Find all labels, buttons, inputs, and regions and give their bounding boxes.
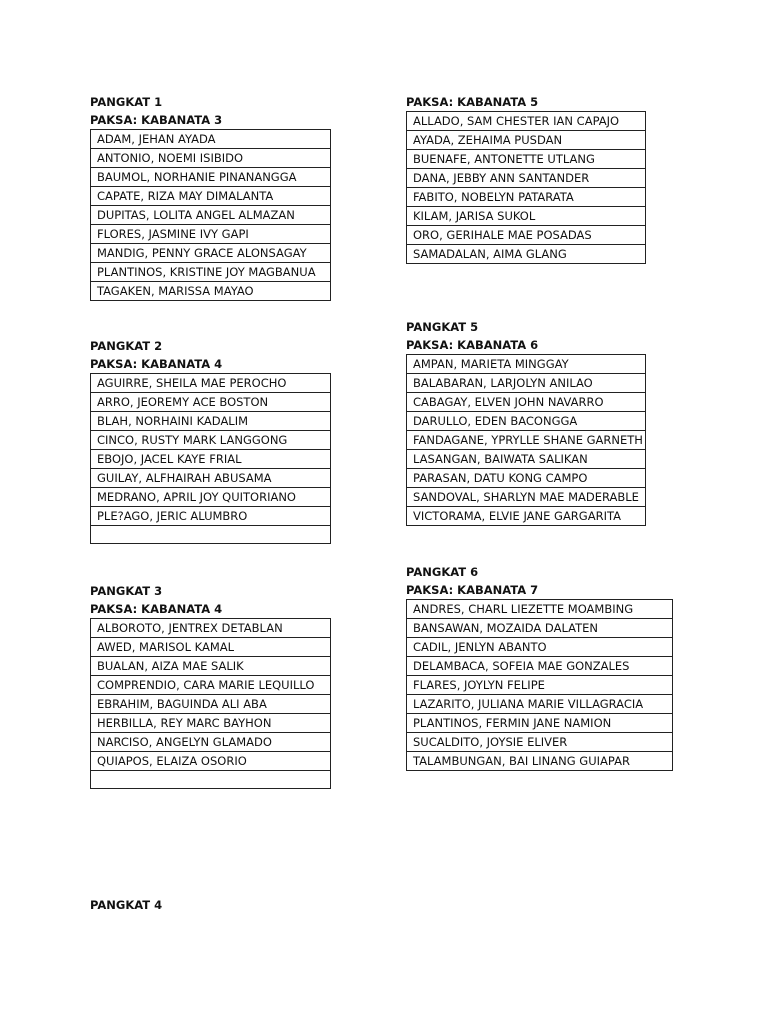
member-name-cell: SANDOVAL, SHARLYN MAE MADERABLE	[407, 488, 646, 507]
table-row	[91, 282, 331, 301]
table-row	[91, 431, 331, 450]
group-kabanata-5	[406, 93, 646, 264]
table-row	[407, 752, 673, 771]
member-table	[406, 111, 646, 264]
table-row	[91, 526, 331, 544]
topic-heading: PAKSA: KABANATA 6	[406, 338, 539, 352]
member-name-cell: ADAM, JEHAN AYADA	[91, 130, 331, 149]
topic-heading: PAKSA: KABANATA 3	[90, 113, 223, 127]
member-table	[90, 373, 331, 544]
table-row	[407, 150, 646, 169]
table-row	[91, 695, 331, 714]
member-name-cell: DANA, JEBBY ANN SANTANDER	[407, 169, 646, 188]
table-row	[91, 619, 331, 638]
table-row	[407, 695, 673, 714]
table-row	[407, 507, 646, 526]
member-name-cell: DARULLO, EDEN BACONGGA	[407, 412, 646, 431]
table-row	[407, 469, 646, 488]
table-row	[407, 207, 646, 226]
member-name-cell: FLARES, JOYLYN FELIPE	[407, 676, 673, 695]
table-row	[407, 412, 646, 431]
table-row	[407, 714, 673, 733]
topic-heading: PAKSA: KABANATA 4	[90, 357, 223, 371]
table-row	[407, 431, 646, 450]
table-row	[91, 714, 331, 733]
table-row	[407, 169, 646, 188]
table-row	[91, 450, 331, 469]
group-heading: PANGKAT 6	[406, 565, 479, 579]
table-row	[91, 225, 331, 244]
group-heading: PANGKAT 3	[90, 584, 163, 598]
table-row	[91, 374, 331, 393]
topic-heading: PAKSA: KABANATA 7	[406, 583, 539, 597]
member-name-cell: MANDIG, PENNY GRACE ALONSAGAY	[91, 244, 331, 263]
member-name-cell	[91, 526, 331, 544]
member-name-cell: CABAGAY, ELVEN JOHN NAVARRO	[407, 393, 646, 412]
table-row	[407, 355, 646, 374]
table-row	[91, 638, 331, 657]
member-name-cell: DELAMBACA, SOFEIA MAE GONZALES	[407, 657, 673, 676]
table-row	[91, 469, 331, 488]
table-row	[407, 600, 673, 619]
table-row	[407, 245, 646, 264]
member-table	[90, 618, 331, 789]
member-name-cell: VICTORAMA, ELVIE JANE GARGARITA	[407, 507, 646, 526]
member-name-cell: AMPAN, MARIETA MINGGAY	[407, 355, 646, 374]
table-row	[407, 226, 646, 245]
group-heading: PANGKAT 2	[90, 339, 163, 353]
group-pangkat-4	[90, 896, 162, 914]
table-row	[407, 676, 673, 695]
table-row	[91, 206, 331, 225]
table-row	[407, 638, 673, 657]
member-name-cell: ALBOROTO, JENTREX DETABLAN	[91, 619, 331, 638]
member-name-cell: NARCISO, ANGELYN GLAMADO	[91, 733, 331, 752]
member-name-cell: AWED, MARISOL KAMAL	[91, 638, 331, 657]
table-row	[91, 149, 331, 168]
member-name-cell: BALABARAN, LARJOLYN ANILAO	[407, 374, 646, 393]
member-name-cell: QUIAPOS, ELAIZA OSORIO	[91, 752, 331, 771]
table-row	[91, 130, 331, 149]
member-name-cell: BUALAN, AIZA MAE SALIK	[91, 657, 331, 676]
member-name-cell: LAZARITO, JULIANA MARIE VILLAGRACIA	[407, 695, 673, 714]
member-name-cell: ANTONIO, NOEMI ISIBIDO	[91, 149, 331, 168]
table-row	[91, 676, 331, 695]
member-name-cell: PARASAN, DATU KONG CAMPO	[407, 469, 646, 488]
topic-heading: PAKSA: KABANATA 5	[406, 95, 539, 109]
table-row	[407, 488, 646, 507]
member-name-cell: SUCALDITO, JOYSIE ELIVER	[407, 733, 673, 752]
member-name-cell: TALAMBUNGAN, BAI LINANG GUIAPAR	[407, 752, 673, 771]
table-row	[91, 733, 331, 752]
member-name-cell: PLANTINOS, FERMIN JANE NAMION	[407, 714, 673, 733]
table-row	[91, 244, 331, 263]
member-name-cell: ARRO, JEOREMY ACE BOSTON	[91, 393, 331, 412]
table-row	[407, 188, 646, 207]
member-name-cell: CINCO, RUSTY MARK LANGGONG	[91, 431, 331, 450]
group-heading: PANGKAT 4	[90, 898, 163, 912]
table-row	[91, 657, 331, 676]
member-name-cell: EBOJO, JACEL KAYE FRIAL	[91, 450, 331, 469]
group-pangkat-3	[90, 582, 331, 789]
table-row	[407, 657, 673, 676]
member-name-cell: MEDRANO, APRIL JOY QUITORIANO	[91, 488, 331, 507]
table-row	[91, 507, 331, 526]
member-name-cell: HERBILLA, REY MARC BAYHON	[91, 714, 331, 733]
member-name-cell: TAGAKEN, MARISSA MAYAO	[91, 282, 331, 301]
member-name-cell: ALLADO, SAM CHESTER IAN CAPAJO	[407, 112, 646, 131]
table-row	[91, 771, 331, 789]
member-name-cell: ORO, GERIHALE MAE POSADAS	[407, 226, 646, 245]
table-row	[407, 733, 673, 752]
member-name-cell: SAMADALAN, AIMA GLANG	[407, 245, 646, 264]
table-row	[91, 412, 331, 431]
member-name-cell: PLE?AGO, JERIC ALUMBRO	[91, 507, 331, 526]
group-pangkat-2	[90, 337, 331, 544]
group-pangkat-6	[406, 563, 673, 771]
member-name-cell	[91, 771, 331, 789]
table-row	[407, 393, 646, 412]
group-pangkat-1	[90, 93, 331, 301]
table-row	[407, 112, 646, 131]
member-name-cell: EBRAHIM, BAGUINDA ALI ABA	[91, 695, 331, 714]
group-heading: PANGKAT 1	[90, 95, 163, 109]
member-name-cell: FANDAGANE, YPRYLLE SHANE GARNETH	[407, 431, 646, 450]
table-row	[91, 168, 331, 187]
table-row	[91, 393, 331, 412]
member-name-cell: AGUIRRE, SHEILA MAE PEROCHO	[91, 374, 331, 393]
topic-heading: PAKSA: KABANATA 4	[90, 602, 223, 616]
member-name-cell: BLAH, NORHAINI KADALIM	[91, 412, 331, 431]
member-name-cell: BUENAFE, ANTONETTE UTLANG	[407, 150, 646, 169]
table-row	[407, 619, 673, 638]
member-table	[406, 354, 646, 526]
table-row	[407, 374, 646, 393]
member-name-cell: COMPRENDIO, CARA MARIE LEQUILLO	[91, 676, 331, 695]
member-table	[406, 599, 673, 771]
table-row	[91, 263, 331, 282]
table-row	[407, 450, 646, 469]
table-row	[91, 187, 331, 206]
table-row	[407, 131, 646, 150]
member-name-cell: LASANGAN, BAIWATA SALIKAN	[407, 450, 646, 469]
member-name-cell: BANSAWAN, MOZAIDA DALATEN	[407, 619, 673, 638]
member-name-cell: DUPITAS, LOLITA ANGEL ALMAZAN	[91, 206, 331, 225]
member-name-cell: CAPATE, RIZA MAY DIMALANTA	[91, 187, 331, 206]
member-name-cell: PLANTINOS, KRISTINE JOY MAGBANUA	[91, 263, 331, 282]
member-name-cell: GUILAY, ALFHAIRAH ABUSAMA	[91, 469, 331, 488]
member-name-cell: ANDRES, CHARL LIEZETTE MOAMBING	[407, 600, 673, 619]
member-name-cell: FABITO, NOBELYN PATARATA	[407, 188, 646, 207]
member-name-cell: BAUMOL, NORHANIE PINANANGGA	[91, 168, 331, 187]
member-name-cell: FLORES, JASMINE IVY GAPI	[91, 225, 331, 244]
group-heading: PANGKAT 5	[406, 320, 479, 334]
member-name-cell: AYADA, ZEHAIMA PUSDAN	[407, 131, 646, 150]
table-row	[91, 752, 331, 771]
member-name-cell: CADIL, JENLYN ABANTO	[407, 638, 673, 657]
group-pangkat-5	[406, 318, 646, 526]
table-row	[91, 488, 331, 507]
member-name-cell: KILAM, JARISA SUKOL	[407, 207, 646, 226]
member-table	[90, 129, 331, 301]
